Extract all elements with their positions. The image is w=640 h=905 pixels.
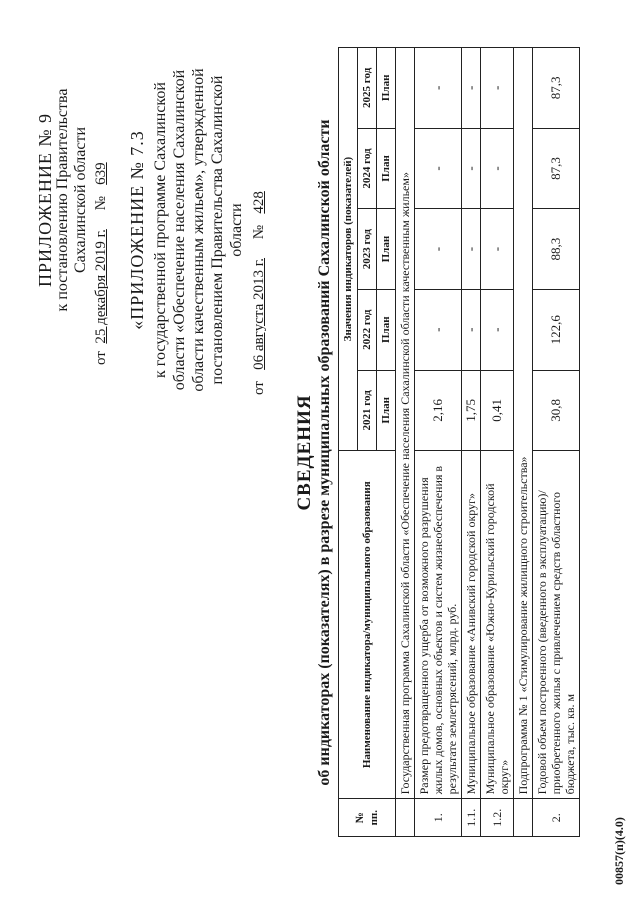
row-value: - [462,48,481,129]
row-value: - [415,209,462,290]
section-program: Государственная программа Сахалинской области «Обеспечение населения Сахалинской области качественным жильем» [396,48,415,799]
year-header: 2024 год [358,128,377,209]
table-row [462,48,481,837]
appendix-7-3-date-line: от 06 августа 2013 г. № 428 [251,191,267,395]
appendix-9-date-line: от 25 декабря 2019 г. № 639 [93,162,109,365]
plan-header: План [377,209,396,290]
row-value: 122,6 [533,289,580,370]
appendix-7-3-block [128,65,269,395]
document-title: СВЕДЕНИЯ [294,394,315,511]
plan-header: План [377,370,396,451]
row-value: 0,41 [481,370,514,451]
appendix-9-line2: Сахалинской области [72,126,89,274]
row-value: - [462,209,481,290]
row-number: 1.1. [462,799,481,837]
appendix-7-3-number: 428 [251,191,267,214]
row-value: - [415,48,462,129]
row-value: 1,75 [462,370,481,451]
section-row [396,48,415,837]
document-code: 00857(п)(4.0) [612,817,626,885]
indicators-table [338,47,580,837]
row-number: 1.2. [481,799,514,837]
table-row [481,48,514,837]
year-header: 2021 год [358,370,377,451]
appendix-7-3-title: «ПРИЛОЖЕНИЕ № 7.3 [127,130,147,330]
appendix-9-line1: к постановлению Правительства [54,88,71,312]
row-value: - [462,289,481,370]
row-number: 2. [533,799,580,837]
row-value: 87,3 [533,128,580,209]
row-value: - [481,128,514,209]
row-value: 30,8 [533,370,580,451]
row-value: - [481,209,514,290]
row-value: 88,3 [533,209,580,290]
appendix-9-number: 639 [93,162,109,185]
appendix-9-block [36,35,110,365]
plan-header: План [377,289,396,370]
appendix-7-3-body: к государственной программе Сахалинской области «Обеспечение населения Сахалинской области качественным жильем», утвержденной постановлением Правительства Сахалинской области [152,68,245,392]
appendix-7-3-date: 06 августа 2013 г. [251,257,267,370]
appendix-9-date: 25 декабря 2019 г. [93,229,109,344]
row-name: Муниципальное образование «Южно-Курильский городской округ» [481,451,514,799]
appendix-9-title: ПРИЛОЖЕНИЕ № 9 [35,112,55,288]
row-value: 2,16 [415,370,462,451]
row-name: Годовой объем построенного (введенного в эксплуатацию)/приобретенного жилья с привлечением средств областного бюджета, тыс. кв. м [533,451,580,799]
row-value: 87,3 [533,48,580,129]
col-name-header: Наименование индикатора/муниципального образования [339,451,396,799]
row-name: Размер предотвращенного ущерба от возможного разрушения жилых домов, основных объектов и систем жизнеобеспечения в результате землетрясений, млрд. руб. [415,451,462,799]
table-row [533,48,580,837]
section-row [514,48,533,837]
row-value: - [415,128,462,209]
row-value: - [481,48,514,129]
col-values-header: Значения индикаторов (показателей) [339,48,358,451]
plan-header: План [377,128,396,209]
table-row [415,48,462,837]
document-subtitle: об индикаторах (показателях) в разрезе муниципальных образований Сахалинской области [316,119,333,786]
row-number: 1. [415,799,462,837]
year-header: 2023 год [358,209,377,290]
row-value: - [462,128,481,209]
row-value: - [415,289,462,370]
row-name: Муниципальное образование «Анивский городской округ» [462,451,481,799]
year-header: 2022 год [358,289,377,370]
col-number-header: № пп. [339,799,396,837]
row-value: - [481,289,514,370]
section-subprogram: Подпрограмма № 1 «Стимулирование жилищного строительства» [514,48,533,799]
plan-header: План [377,48,396,129]
year-header: 2025 год [358,48,377,129]
